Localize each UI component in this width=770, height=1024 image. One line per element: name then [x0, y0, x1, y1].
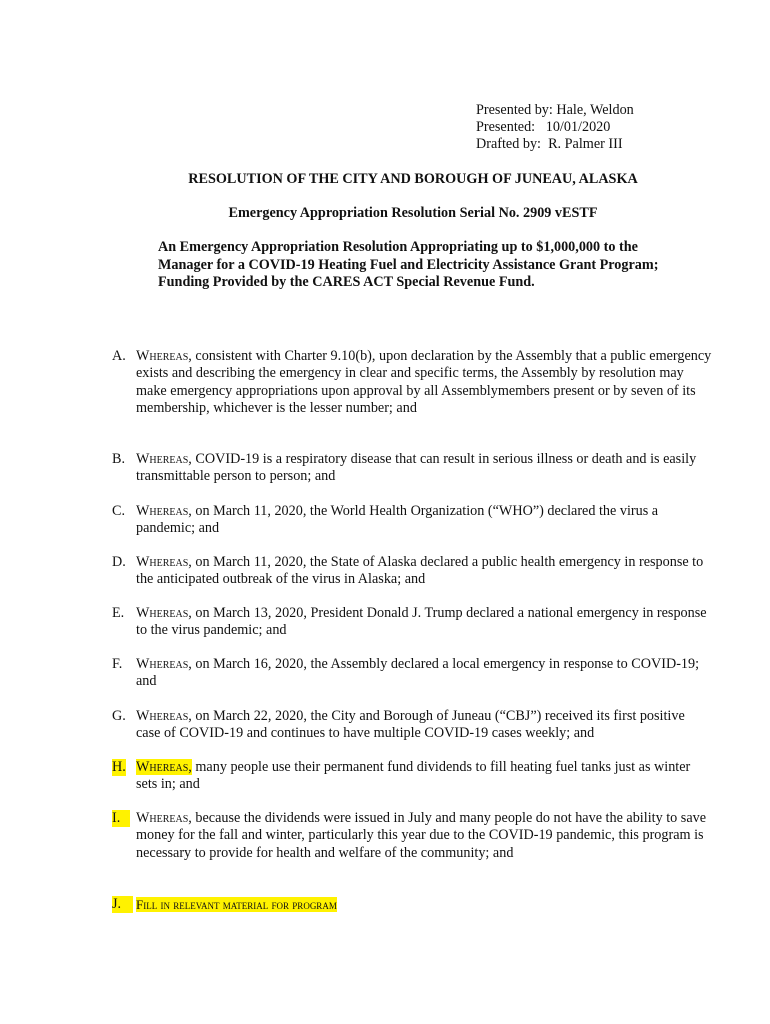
clause-keyword: Whereas	[136, 708, 189, 724]
clause-c	[112, 503, 712, 538]
presented-date-line: Presented: 10/01/2020	[476, 119, 611, 135]
resolution-title: RESOLUTION OF THE CITY AND BOROUGH OF JUNEAU, ALASKA	[188, 171, 638, 187]
clause-text: , on March 11, 2020, the State of Alaska declared a public health emergency in response to the anticipated outbreak of the virus in Alaska; and	[136, 554, 704, 588]
clause-keyword: Whereas	[136, 810, 189, 826]
clause-text: , because the dividends were issued in July and many people do not have the ability to save money for the fall and winter, particularly this year due to the COVID-19 pandemic, this program is necessary to provide for health and welfare of the community; and	[136, 810, 707, 861]
clause-text: , consistent with Charter 9.10(b), upon declaration by the Assembly that a public emergency exists and describing the emergency in clear and specific terms, the Assembly by resolution may make emergency appropriations upon approval by all Assemblymembers present or by seven of its membership, whichever is the lesser number; and	[136, 348, 712, 417]
clause-text: , on March 11, 2020, the World Health Organization (“WHO”) declared the virus a pandemic; and	[136, 503, 659, 537]
drafted-by-line: Drafted by: R. Palmer III	[476, 136, 623, 152]
clause-d	[112, 554, 712, 589]
clause-i	[112, 810, 712, 862]
clause-letter: B.	[112, 451, 126, 467]
serial-number: Emergency Appropriation Resolution Serial No. 2909 vESTF	[228, 205, 598, 221]
clause-g	[112, 708, 712, 743]
clause-text: , on March 16, 2020, the Assembly declared a local emergency in response to COVID-19; and	[136, 656, 700, 690]
clause-f	[112, 656, 712, 691]
clause-j	[112, 896, 712, 914]
clause-keyword: Whereas	[136, 605, 189, 621]
clause-keyword-highlighted: Whereas,	[136, 759, 192, 775]
clause-keyword: Whereas	[136, 554, 189, 570]
presenter-block	[476, 102, 634, 153]
clause-h	[112, 759, 712, 794]
clause-keyword: Whereas	[136, 503, 189, 519]
resolution-subtitle: An Emergency Appropriation Resolution Appropriating up to $1,000,000 to the Manager for a COVID-19 Heating Fuel and Electricity Assistance Grant Program; Funding Provided by the CARES ACT Special Revenue Fund.	[158, 239, 659, 291]
clause-letter: I.	[112, 810, 130, 827]
clause-text: , COVID-19 is a respiratory disease that can result in serious illness or death and is easily transmittable person to person; and	[136, 451, 697, 485]
clause-keyword: Whereas	[136, 348, 189, 364]
clause-letter: J.	[112, 896, 133, 913]
clause-text: , on March 13, 2020, President Donald J. Trump declared a national emergency in response to the virus pandemic; and	[136, 605, 707, 639]
clause-a	[112, 348, 712, 418]
clause-text: many people use their permanent fund dividends to fill heating fuel tanks just as winter sets in; and	[136, 759, 691, 793]
presented-by-line: Presented by: Hale, Weldon	[476, 102, 634, 118]
clause-letter: G.	[112, 708, 126, 724]
clause-letter: H.	[112, 759, 126, 775]
clause-letter: A.	[112, 348, 126, 364]
clause-b	[112, 451, 712, 486]
clause-letter: C.	[112, 503, 126, 519]
clause-text: , on March 22, 2020, the City and Borough of Juneau (“CBJ”) received its first positive case of COVID-19 and continues to have multiple COVID-19 cases weekly; and	[136, 708, 685, 742]
placeholder-highlighted: Fill in relevant material for program	[136, 897, 337, 912]
clause-letter: F.	[112, 656, 123, 672]
clause-letter: E.	[112, 605, 125, 621]
clause-letter: D.	[112, 554, 126, 570]
clause-keyword: Whereas	[136, 451, 189, 467]
clause-e	[112, 605, 712, 640]
clause-keyword: Whereas	[136, 656, 189, 672]
